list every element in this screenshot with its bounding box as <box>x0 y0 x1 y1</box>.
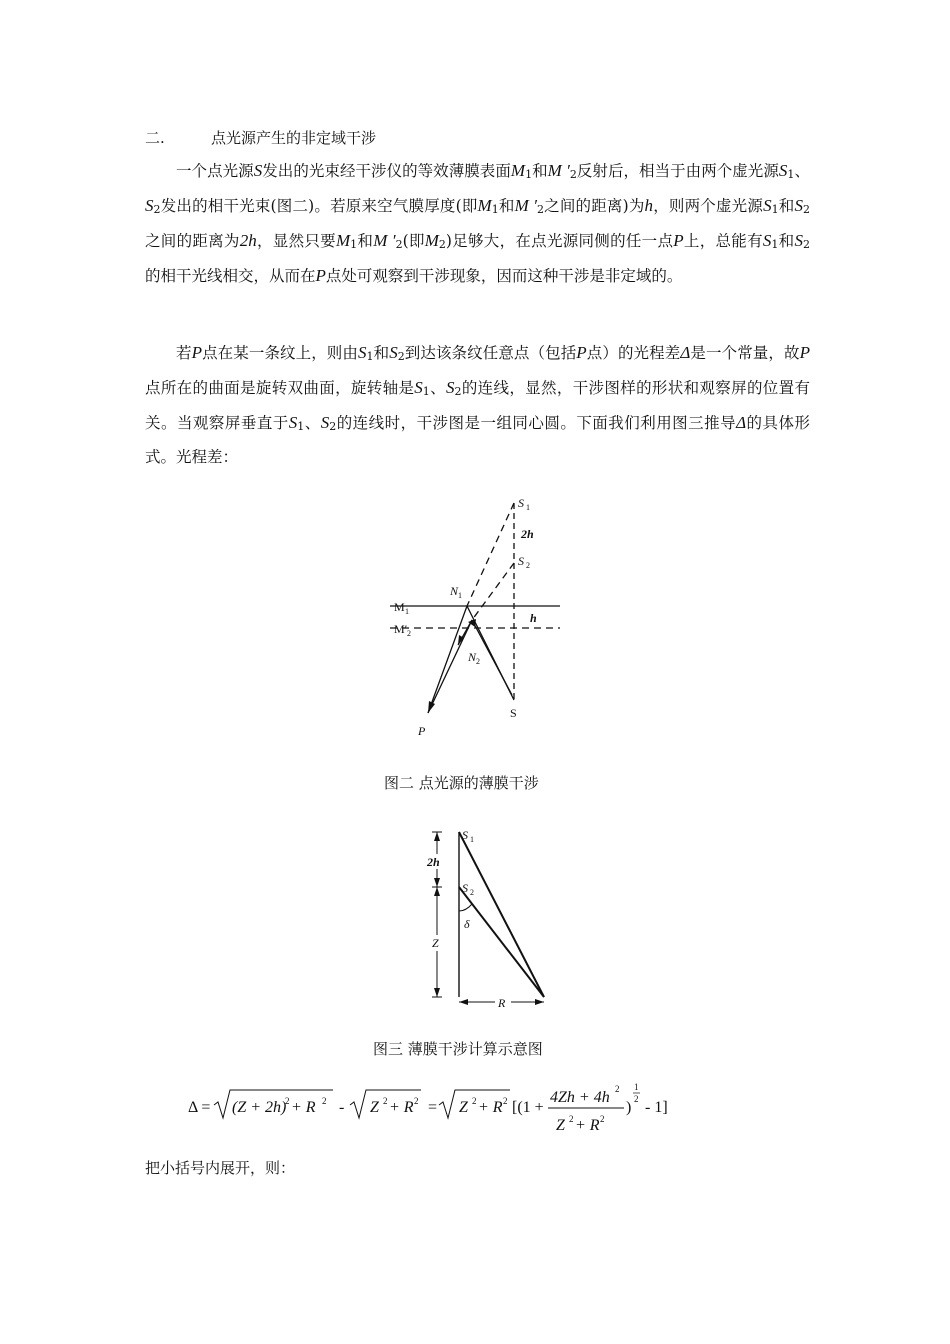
svg-text:2: 2 <box>414 1096 419 1106</box>
svg-text:2: 2 <box>383 1096 388 1106</box>
angle-delta-arc <box>459 904 472 911</box>
label-m1: M <box>394 600 405 614</box>
svg-text:2: 2 <box>634 1094 639 1104</box>
svg-text:2: 2 <box>407 629 411 638</box>
label-s: S <box>510 706 517 720</box>
svg-text:+ R: + R <box>478 1099 503 1116</box>
svg-text:4Zh + 4h: 4Zh + 4h <box>550 1089 610 1106</box>
label-s1: S <box>518 496 524 510</box>
ray-s1-s <box>459 832 544 997</box>
figure-3-calculation-diagram <box>415 825 555 1020</box>
svg-text:1: 1 <box>526 503 530 512</box>
figure-2-caption: 图二 点光源的薄膜干涉 <box>384 774 539 792</box>
paragraph-2: 若P点在某一条纹上，则由S1和S2到达该条纹任意点（包括P点）的光程差Δ是一个常量，故P点所在的曲面是旋转双曲面，旋转轴是S1、S2的连线，显然，干涉图样的形状和观察屏的位置有关。当观察屏垂直于S1、S2的连线时，干涉图是一组同心圆。下面我们利用图三推导Δ的具体形式。光程差： <box>145 343 810 466</box>
svg-text:2: 2 <box>285 1096 290 1106</box>
label-m2: M′ <box>394 622 408 636</box>
ray-s2-s <box>459 887 544 997</box>
svg-text:1: 1 <box>470 835 474 844</box>
svg-text:=: = <box>428 1099 438 1116</box>
ray-n2-p <box>428 620 472 713</box>
label-s2: S <box>462 881 468 895</box>
section-heading <box>145 127 376 148</box>
svg-text:Δ =: Δ = <box>188 1099 211 1116</box>
svg-text:1: 1 <box>458 591 462 600</box>
ray-n1-p <box>428 606 467 713</box>
svg-text:- 1]: - 1] <box>645 1099 668 1116</box>
svg-text:2: 2 <box>503 1096 508 1106</box>
label-p: P <box>418 724 426 738</box>
svg-text:+ R: + R <box>291 1099 316 1116</box>
label-n2: N <box>468 650 477 664</box>
svg-text:2: 2 <box>600 1114 605 1124</box>
closing-text: 把小括号内展开，则： <box>145 1159 296 1177</box>
figure-3-caption: 图三 薄膜干涉计算示意图 <box>373 1040 543 1058</box>
label-2h: 2h <box>521 527 534 541</box>
s2-ray-dashed <box>472 563 514 620</box>
svg-text:Z: Z <box>556 1117 565 1134</box>
label-s2: S <box>518 554 524 568</box>
svg-text:2: 2 <box>476 657 480 666</box>
svg-text:Z: Z <box>370 1099 379 1116</box>
label-r: R <box>498 996 506 1010</box>
svg-text:(Z + 2h): (Z + 2h) <box>232 1099 287 1116</box>
svg-text:2: 2 <box>526 561 530 570</box>
svg-text:2: 2 <box>615 1084 620 1094</box>
svg-text:2: 2 <box>322 1096 327 1106</box>
label-h: h <box>530 611 537 625</box>
section-number: 二. <box>145 129 165 147</box>
svg-text:2: 2 <box>569 1114 574 1124</box>
label-s1: S <box>462 828 468 842</box>
svg-text:+ R: + R <box>575 1117 600 1134</box>
svg-text:1: 1 <box>634 1082 639 1092</box>
svg-text:): ) <box>626 1099 632 1116</box>
paragraph-1: 一个点光源S发出的光束经干涉仪的等效薄膜表面M1和M ′2反射后，相当于由两个虚光源S1、S2发出的相干光束(图二)。若原来空气膜厚度(即M1和M ′2之间的距离)为h，则两个虚光源S1和S2之间的距离为2h，显然只要M1和M ′2(即M2)足够大，在点光源同侧的任一点P上，总能有S1和S2的相干光线相交，从而在P点处可观察到干涉现象，因而这种干涉是非定域的。 <box>145 161 810 285</box>
section-title: 点光源产生的非定域干涉 <box>211 129 377 147</box>
svg-text:1: 1 <box>405 607 409 616</box>
label-z: Z <box>432 936 439 950</box>
path-difference-formula <box>188 1078 688 1140</box>
label-2h: 2h <box>427 855 440 869</box>
figure-2-thin-film-diagram <box>380 495 570 740</box>
svg-text:2: 2 <box>470 888 474 897</box>
label-delta: δ <box>464 917 470 931</box>
dim-arrow-icon <box>434 832 440 841</box>
s1-ray-dashed <box>467 503 514 606</box>
svg-text:-: - <box>339 1099 345 1116</box>
label-n1: N <box>450 584 459 598</box>
svg-text:2: 2 <box>472 1096 477 1106</box>
svg-text:+ R: + R <box>389 1099 414 1116</box>
arrow-p-icon <box>428 701 435 713</box>
svg-text:Z: Z <box>459 1099 468 1116</box>
svg-text:[(1 +: [(1 + <box>512 1099 544 1116</box>
